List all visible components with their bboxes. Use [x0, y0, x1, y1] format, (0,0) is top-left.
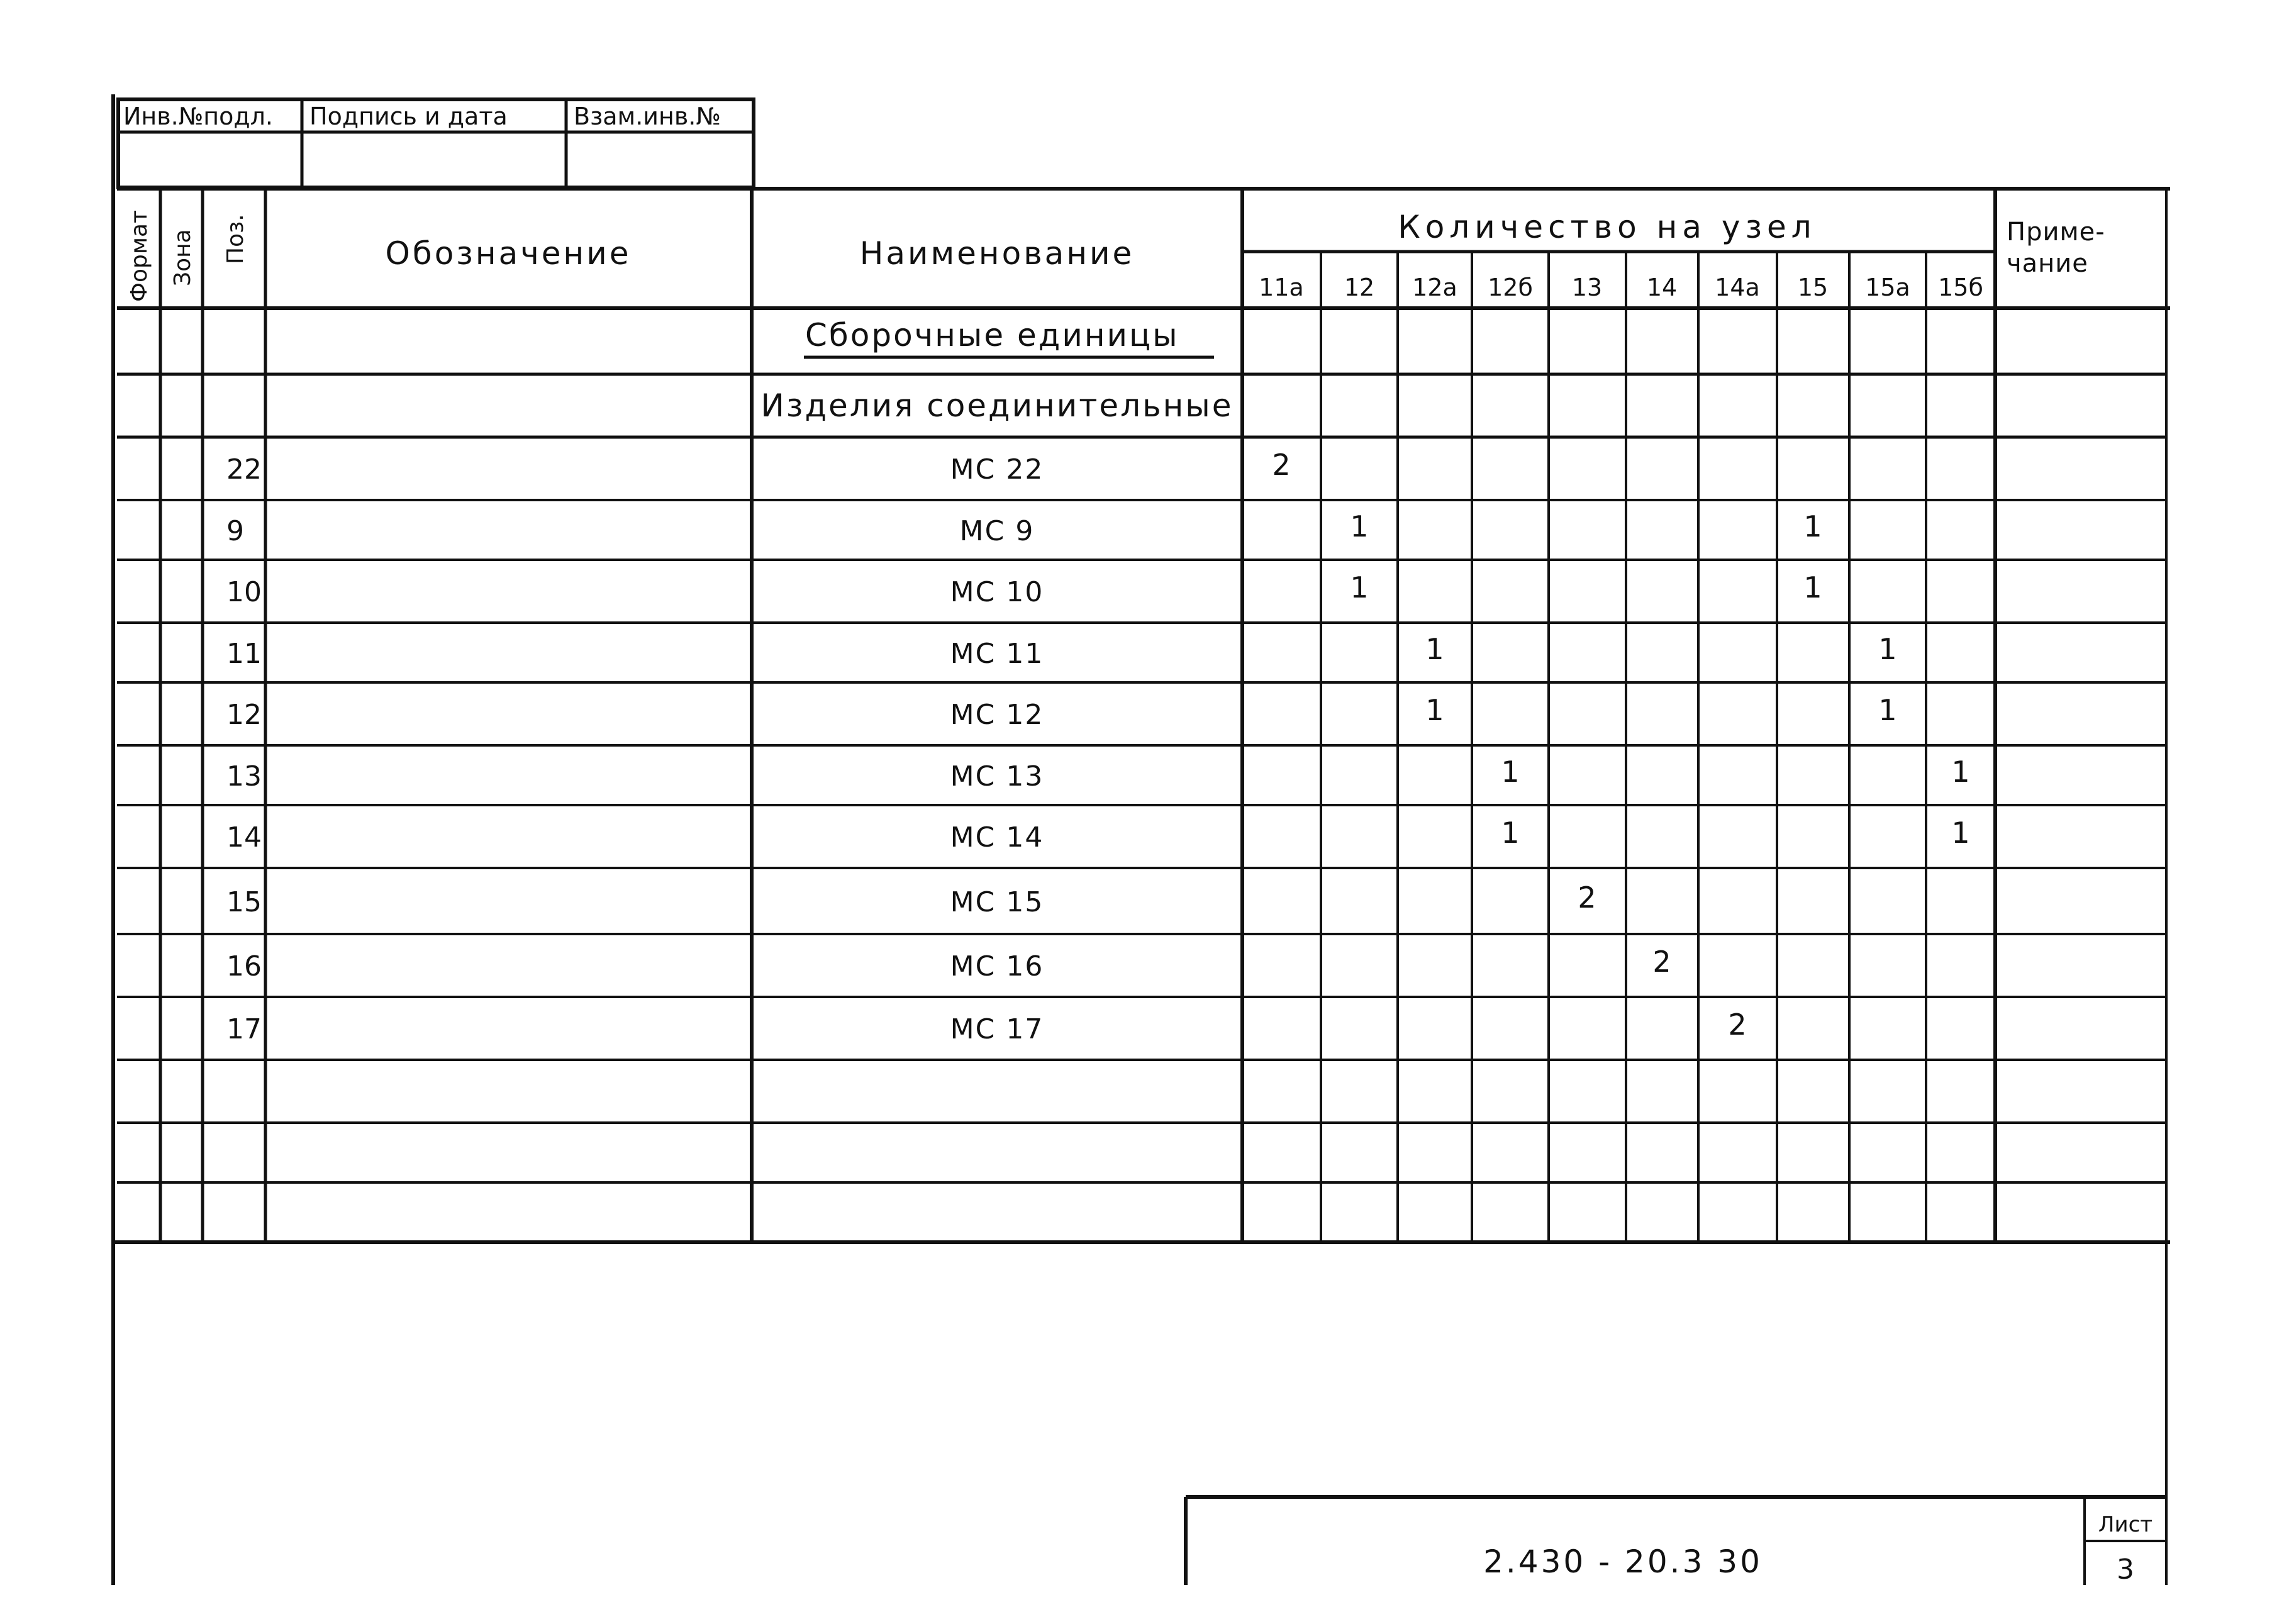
row-quantity: 1 — [1951, 816, 1970, 850]
row-position: 11 — [226, 638, 262, 670]
row-quantity: 2 — [1728, 1008, 1747, 1042]
row-position: 12 — [226, 699, 262, 731]
row-position: 9 — [226, 515, 244, 547]
row-quantity: 1 — [1350, 509, 1369, 543]
table-row — [226, 632, 1897, 670]
row-name: МС 13 — [950, 760, 1044, 793]
table-row — [226, 755, 1970, 793]
row-quantity: 1 — [1803, 570, 1822, 604]
qty-column-header: 13 — [1571, 274, 1603, 301]
row-position: 13 — [226, 760, 262, 793]
row-quantity: 1 — [1951, 755, 1970, 789]
row-quantity: 2 — [1652, 945, 1671, 979]
header-name: Наименование — [859, 235, 1135, 272]
header-qty: Количество на узел — [1398, 209, 1817, 245]
sheet-label: Лист — [2098, 1512, 2153, 1537]
header-pos: Поз. — [223, 214, 248, 264]
row-position: 16 — [226, 950, 262, 982]
row-name: МС 22 — [950, 453, 1044, 486]
row-quantity: 1 — [1878, 632, 1897, 666]
row-quantity: 1 — [1803, 509, 1822, 543]
row-name: МС 10 — [950, 576, 1044, 608]
row-quantity: 1 — [1501, 816, 1520, 850]
table-row — [226, 448, 1291, 486]
qty-column-header: 12б — [1488, 274, 1533, 301]
table-row — [226, 509, 1822, 547]
table-row — [226, 1008, 1747, 1045]
row-position: 10 — [226, 576, 262, 608]
qty-column-header: 11а — [1259, 274, 1304, 301]
qty-column-header: 12а — [1412, 274, 1457, 301]
table-row — [226, 881, 1596, 918]
stamp-inv-label: Инв.№подл. — [123, 103, 274, 130]
row-name: МС 15 — [950, 886, 1044, 918]
row-name: МС 9 — [959, 515, 1035, 547]
qty-column-header: 15а — [1865, 274, 1910, 301]
header-note-line1: Приме- — [2007, 218, 2105, 247]
row-lines — [117, 374, 2166, 1182]
row-name: МС 16 — [950, 950, 1044, 982]
qty-column-header: 14 — [1646, 274, 1678, 301]
row-quantity: 1 — [1425, 693, 1444, 727]
qty-column-header: 12 — [1344, 274, 1375, 301]
header-format: Формат — [126, 209, 152, 302]
row-name: МС 14 — [950, 821, 1044, 854]
header-note-line2: чание — [2007, 249, 2088, 278]
qty-column-header: 14а — [1715, 274, 1760, 301]
table-row — [226, 945, 1671, 982]
row-position: 15 — [226, 886, 262, 918]
row-quantity: 2 — [1272, 448, 1291, 482]
header-zone: Зона — [170, 229, 196, 286]
row-quantity: 1 — [1350, 570, 1369, 604]
row-name: МС 11 — [950, 638, 1044, 670]
row-name: МС 17 — [950, 1013, 1044, 1045]
document-code: 2.430 - 20.3 30 — [1483, 1543, 1763, 1580]
table-row — [226, 816, 1970, 854]
row-quantity: 2 — [1578, 881, 1596, 915]
row-position: 22 — [226, 453, 262, 486]
table-row — [226, 570, 1822, 608]
row-position: 14 — [226, 821, 262, 854]
qty-column-header: 15 — [1797, 274, 1829, 301]
row-quantity: 1 — [1878, 693, 1897, 727]
stamp-signature-label: Подпись и дата — [309, 103, 508, 130]
sheet-number: 3 — [2117, 1554, 2134, 1586]
row-quantity: 1 — [1425, 632, 1444, 666]
section-title: Сборочные единицы — [805, 317, 1179, 353]
qty-column-headers — [1259, 274, 1983, 301]
table-row — [226, 693, 1897, 731]
row-position: 17 — [226, 1013, 262, 1045]
row-name: МС 12 — [950, 699, 1044, 731]
header-designation: Обозначение — [385, 235, 632, 272]
qty-column-header: 15б — [1938, 274, 1983, 301]
row-quantity: 1 — [1501, 755, 1520, 789]
stamp-replace-label: Взам.инв.№ — [574, 103, 721, 130]
group-title: Изделия соединительные — [760, 387, 1234, 424]
